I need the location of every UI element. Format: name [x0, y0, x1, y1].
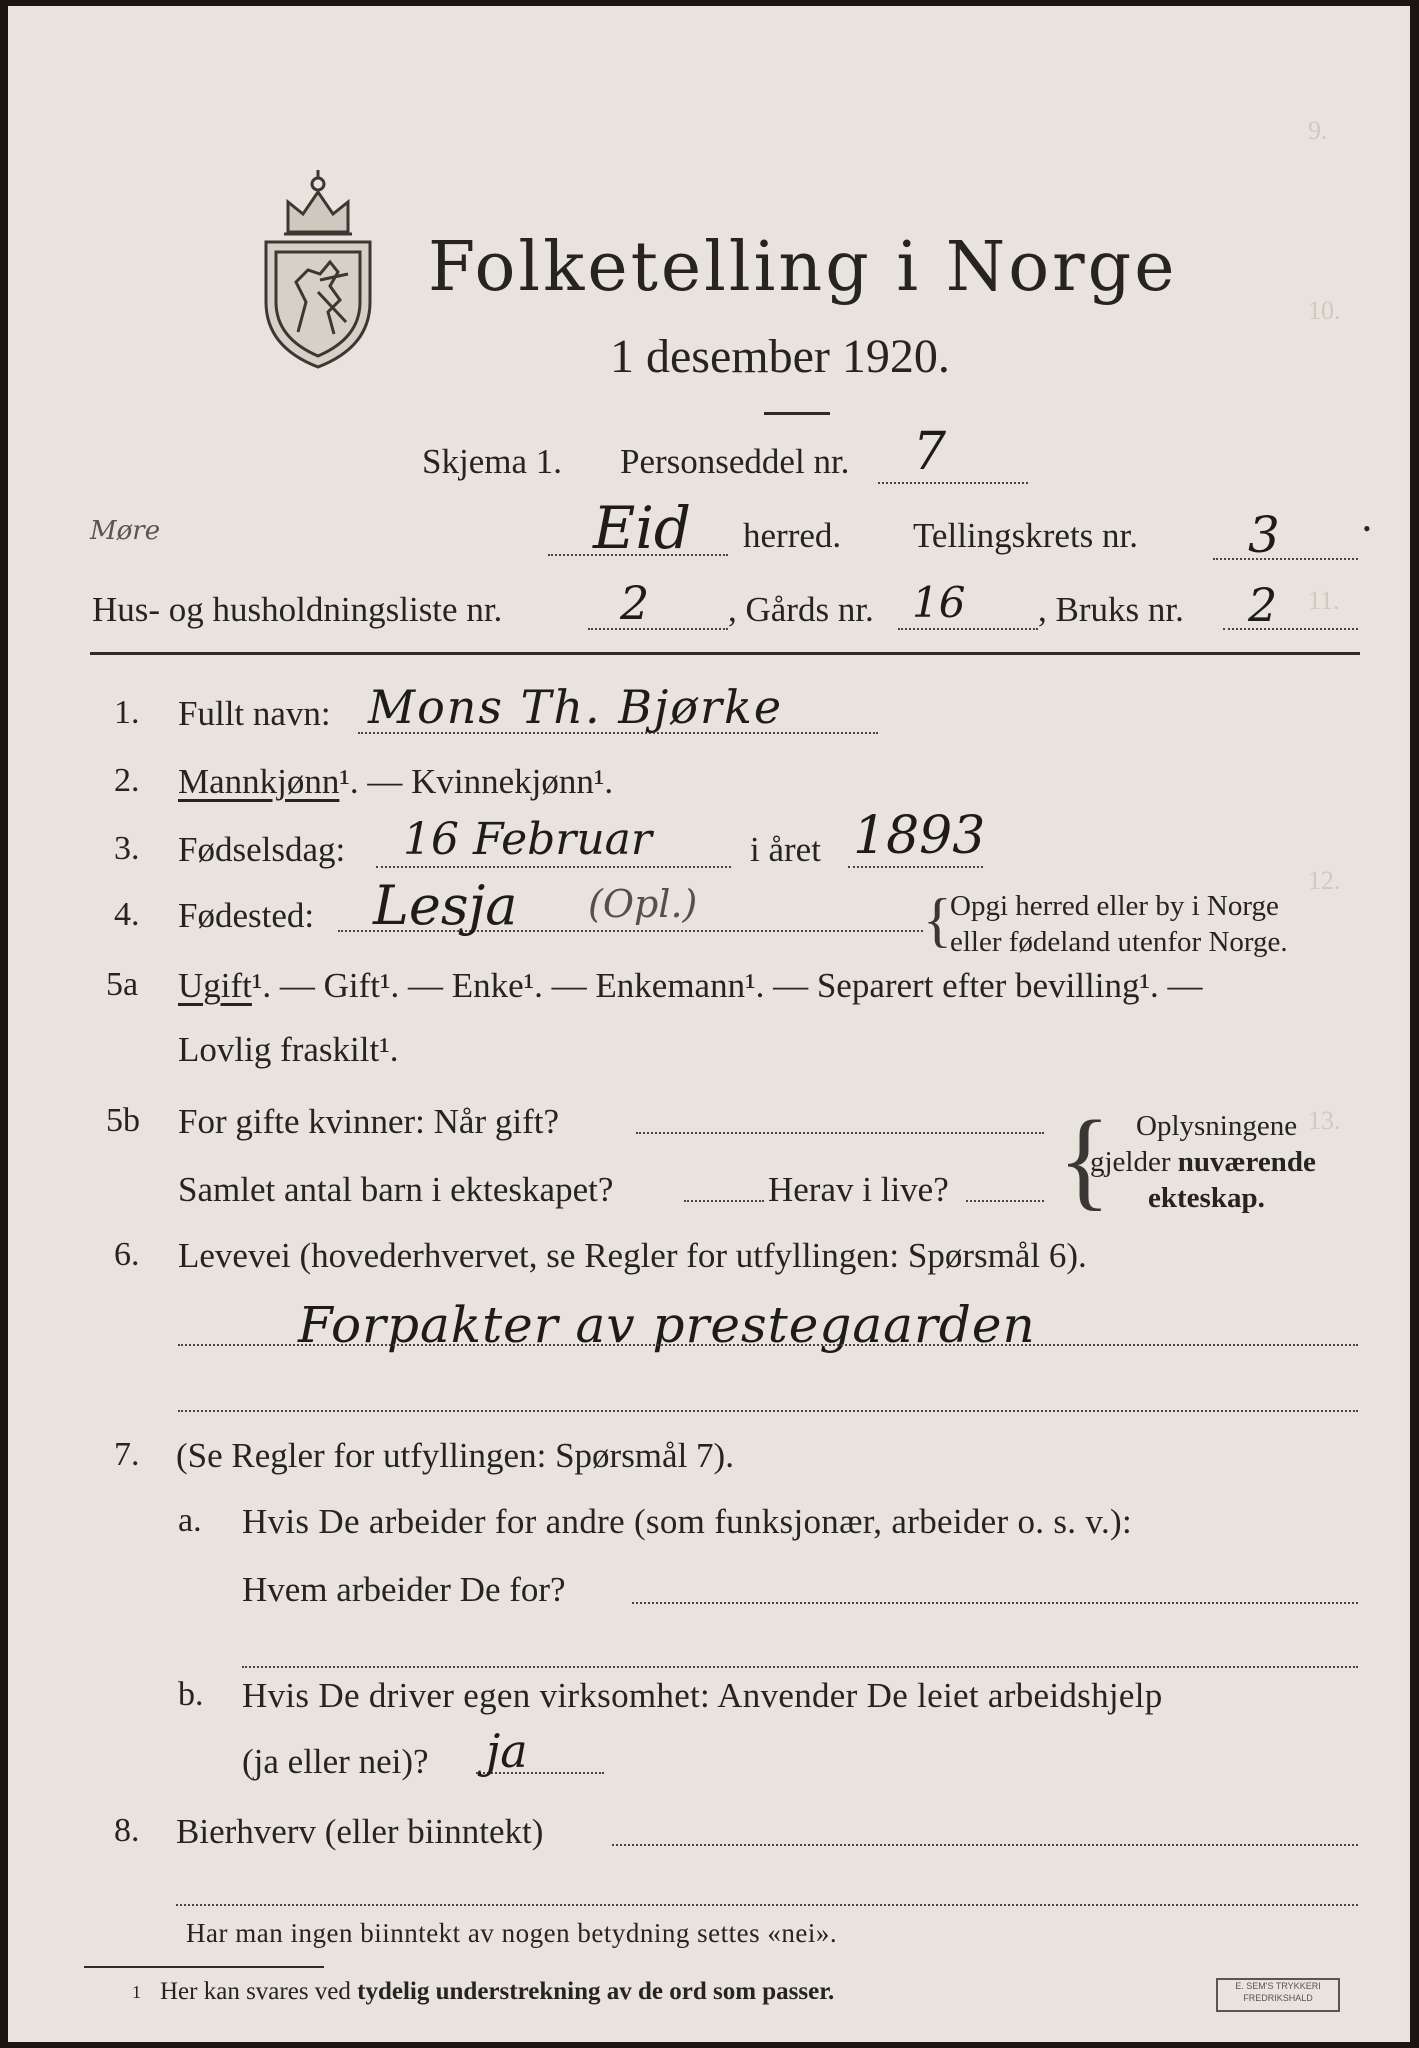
- footnote-rule: [84, 1966, 324, 1968]
- q7a-label2: Hvem arbeider De for?: [242, 1570, 566, 1609]
- q5b-label2: Samlet antal barn i ekteskapet?: [178, 1170, 614, 1209]
- ink-dot: •: [1363, 516, 1371, 541]
- herred-value: Eid: [593, 494, 692, 562]
- q6-value: Forpakter av prestegaarden: [298, 1296, 1036, 1354]
- q2-male-option: Mannkjønn: [178, 762, 340, 801]
- q5a-line2: Lovlig fraskilt¹.: [178, 1030, 399, 1069]
- bruks-value: 2: [1248, 578, 1278, 632]
- form-title: Folketelling i Norge: [428, 228, 1178, 307]
- q1-value: Mons Th. Bjørke: [368, 680, 784, 734]
- footnote-bold: tydelig understrekning av de ord som passer.: [357, 1978, 835, 2005]
- gards-line: [898, 628, 1038, 630]
- gards-label: , Gårds nr.: [728, 590, 874, 629]
- q7a-label1: Hvis De arbeider for andre (som funksjonær, arbeider o. s. v.):: [242, 1502, 1132, 1541]
- q7-label: (Se Regler for utfyllingen: Spørsmål 7).: [176, 1436, 734, 1475]
- q3-value: 16 Februar: [403, 814, 652, 865]
- q3-label: Fødselsdag:: [178, 830, 346, 869]
- q2-separator: ¹. —: [339, 762, 412, 801]
- q5b-brace: {: [1058, 1098, 1111, 1220]
- header-rule: [90, 652, 1360, 655]
- q8-line2: [176, 1904, 1358, 1906]
- title-divider: [764, 412, 830, 415]
- q7b-value: ja: [486, 1724, 528, 1778]
- q5a-number: 5a: [106, 966, 139, 1003]
- form-date: 1 desember 1920.: [610, 330, 950, 383]
- q5b-label1: For gifte kvinner: Når gift?: [178, 1102, 560, 1141]
- q8-label: Bierhverv (eller biinntekt): [176, 1812, 544, 1851]
- q1-label: Fullt navn:: [178, 694, 331, 733]
- tellingskrets-line: [1213, 558, 1358, 560]
- bruks-label: , Bruks nr.: [1038, 590, 1184, 629]
- q6-label: Levevei (hovederhvervet, se Regler for utfyllingen: Spørsmål 6).: [178, 1236, 1087, 1275]
- q3-line: [376, 866, 731, 868]
- q4-number: 4.: [114, 896, 140, 933]
- q4-label: Fødested:: [178, 896, 315, 935]
- tellingskrets-label: Tellingskrets nr.: [913, 516, 1139, 555]
- personseddel-value: 7: [913, 422, 947, 482]
- printer-stamp: [1216, 1978, 1340, 2012]
- q2-number: 2.: [114, 762, 140, 799]
- q5b-label3: Herav i live?: [768, 1170, 949, 1209]
- q5a-options: [178, 966, 1202, 1006]
- q7b-label1: Hvis De driver egen virksomhet: Anvender De leiet arbeidshjelp: [242, 1676, 1163, 1715]
- gards-value: 16: [912, 578, 966, 627]
- q2-options: [178, 762, 613, 802]
- bleed-through-text: 13.: [1308, 1106, 1341, 1135]
- county-handwritten: Møre: [90, 516, 161, 546]
- bleed-through-text: 10.: [1308, 296, 1341, 325]
- q4-note-line1: Opgi herred eller by i Norge: [950, 890, 1279, 922]
- bleed-through-text: 12.: [1308, 866, 1341, 895]
- q6-line1: [178, 1344, 1358, 1346]
- q6-number: 6.: [114, 1236, 140, 1273]
- personseddel-line: [878, 482, 1028, 484]
- skjema-label: Skjema 1.: [422, 442, 562, 481]
- printer-line2: FREDRIKSHALD: [1243, 1993, 1313, 2003]
- herred-label: herred.: [743, 516, 842, 555]
- q5b-note2-bold: nuværende: [1177, 1146, 1316, 1178]
- footer-note: Har man ingen biinntekt av nogen betydning settes «nei».: [186, 1918, 838, 1948]
- q5a-other-options: ¹. — Gift¹. — Enke¹. — Enkemann¹. — Separert efter bevilling¹. —: [251, 966, 1203, 1005]
- q7a-line2: [242, 1666, 1358, 1668]
- coat-of-arms-icon: [258, 162, 378, 372]
- q3-year-line: [848, 866, 983, 868]
- census-form-page: [8, 6, 1410, 2042]
- q3-number: 3.: [114, 830, 140, 867]
- footnote-mark: 1: [132, 1982, 141, 2002]
- personseddel-label: Personseddel nr.: [620, 442, 850, 481]
- q4-note-line2: eller fødeland utenfor Norge.: [950, 926, 1288, 958]
- bruks-line: [1223, 628, 1358, 630]
- husliste-value: 2: [620, 576, 650, 630]
- q4-brace: {: [923, 887, 952, 953]
- q6-line2: [178, 1410, 1358, 1412]
- husliste-label: Hus- og husholdningsliste nr.: [92, 590, 503, 629]
- tellingskrets-value: 3: [1248, 506, 1280, 564]
- q3-year-label: i året: [750, 830, 821, 869]
- q5b-note1: Oplysningene: [1136, 1110, 1298, 1142]
- q4-value-note: (Opl.): [588, 882, 698, 926]
- q7b-number: b.: [178, 1676, 204, 1713]
- q7a-number: a.: [178, 1502, 202, 1539]
- q2-female-option: Kvinnekjønn¹.: [411, 762, 614, 801]
- q7b-label2: (ja eller nei)?: [242, 1742, 429, 1781]
- q5b-line2: [684, 1200, 764, 1202]
- q7-number: 7.: [114, 1436, 140, 1473]
- q5b-note2: gjelder nuværende: [1090, 1146, 1316, 1178]
- bleed-through-text: 9.: [1308, 116, 1328, 145]
- husliste-line: [588, 628, 728, 630]
- q5a-ugift-option: Ugift: [178, 966, 252, 1005]
- q8-line1: [612, 1844, 1358, 1846]
- q1-number: 1.: [114, 694, 140, 731]
- q5b-note3: ekteskap.: [1148, 1182, 1265, 1214]
- q7a-line1: [632, 1602, 1358, 1604]
- printer-line1: E. SEM'S TRYKKERI: [1235, 1981, 1321, 1991]
- bleed-through-text: 11.: [1308, 586, 1340, 615]
- footnote-text: Her kan svares ved tydelig understrekning av de ord som passer.: [160, 1978, 835, 2005]
- q5b-number: 5b: [106, 1102, 140, 1139]
- q4-value: Lesja: [373, 874, 518, 937]
- q5b-line1: [636, 1132, 1044, 1134]
- q3-year-value: 1893: [853, 806, 986, 866]
- q8-number: 8.: [114, 1812, 140, 1849]
- q5b-line3: [966, 1200, 1044, 1202]
